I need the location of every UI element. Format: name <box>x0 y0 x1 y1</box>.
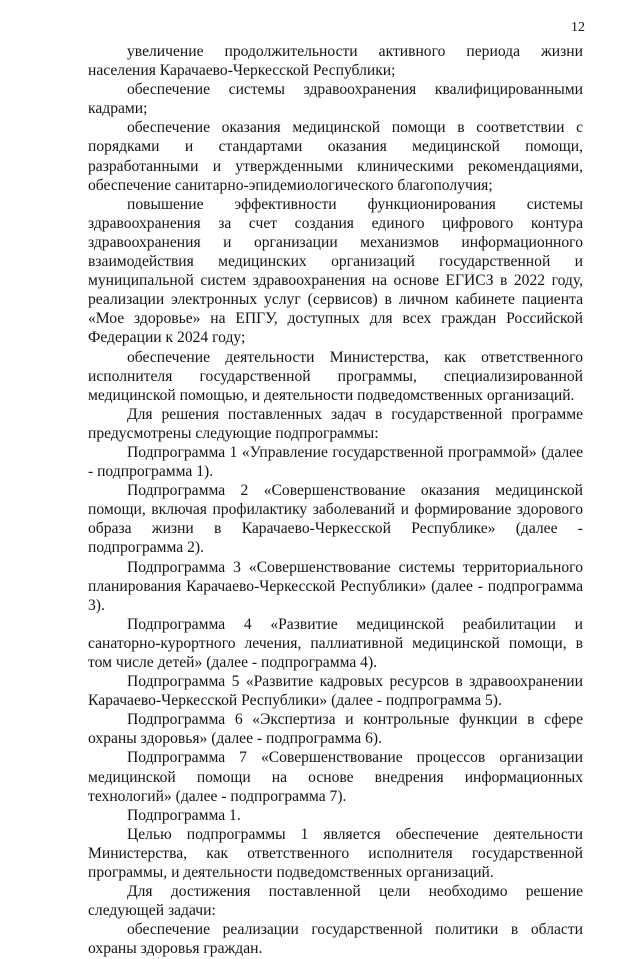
paragraph: Для достижения поставленной цели необходимо решение следующей задачи: <box>88 883 583 920</box>
paragraph: обеспечение системы здравоохранения квалифицированными кадрами; <box>88 81 583 118</box>
paragraph: Подпрограмма 6 «Экспертиза и контрольные функции в сфере охраны здоровья» (далее - подпрограмма 6). <box>88 711 583 748</box>
document-body <box>88 42 583 959</box>
paragraph: Подпрограмма 1 «Управление государственной программой» (далее - подпрограмма 1). <box>88 443 583 481</box>
paragraph: обеспечение деятельности Министерства, как ответственного исполнителя государственной программы, специализированной медицинской помощью, и деятельности подведомственных организаций. <box>88 348 583 404</box>
paragraph: обеспечение реализации государственной политики в области охраны здоровья граждан. <box>88 921 583 958</box>
paragraph: Подпрограмма 3 «Совершенствование системы территориального планирования Карачаево-Черкесской Республики» (далее - подпрограмма 3). <box>88 558 583 614</box>
paragraph: Подпрограмма 5 «Развитие кадровых ресурсов в здравоохранении Карачаево-Черкесской Республики» (далее - подпрограмма 5). <box>88 673 583 710</box>
paragraph: обеспечение оказания медицинской помощи в соответствии с порядками и стандартами оказания медицинской помощи, разработанными и утвержденными клиническими рекомендациями, обеспечение санитарно-эпидемиологического благополучия; <box>88 119 583 194</box>
paragraph: Подпрограмма 2 «Совершенствование оказания медицинской помощи, включая профилактику заболеваний и формирование здорового образа жизни в Карачаево-Черкесской Республике» (далее - подпрограмма 2). <box>88 482 583 557</box>
paragraph: Для решения поставленных задач в государственной программе предусмотрены следующие подпрограммы: <box>88 405 583 442</box>
paragraph: Подпрограмма 4 «Развитие медицинской реабилитации и санаторно-курортного лечения, паллиативной медицинской помощи, в том числе детей» (далее - подпрограмма 4). <box>88 615 583 671</box>
paragraph: Подпрограмма 7 «Совершенствование процессов организации медицинской помощи на основе внедрения информационных технологий» (далее - подпрограмма 7). <box>88 749 583 805</box>
paragraph: Целью подпрограммы 1 является обеспечение деятельности Министерства, как ответственного исполнителя государственной программы, и деятельности подведомственных организаций. <box>88 825 583 882</box>
paragraph: увеличение продолжительности активного периода жизни населения Карачаево-Черкесской Республики; <box>88 43 583 80</box>
paragraph: повышение эффективности функционирования системы здравоохранения за счет создания единого цифрового контура здравоохранения и организации механизмов информационного взаимодействия медицинских организаций государственной и муниципальной систем здравоохранения на основе ЕГИСЗ в 2022 году, реализации электронных услуг (сервисов) в личном кабинете пациента «Мое здоровье» на ЕПГУ, доступных для всех граждан Российской Федерации к 2024 году; <box>88 195 583 347</box>
page-number: 12 <box>571 20 585 35</box>
paragraph: Подпрограмма 1. <box>127 806 241 824</box>
